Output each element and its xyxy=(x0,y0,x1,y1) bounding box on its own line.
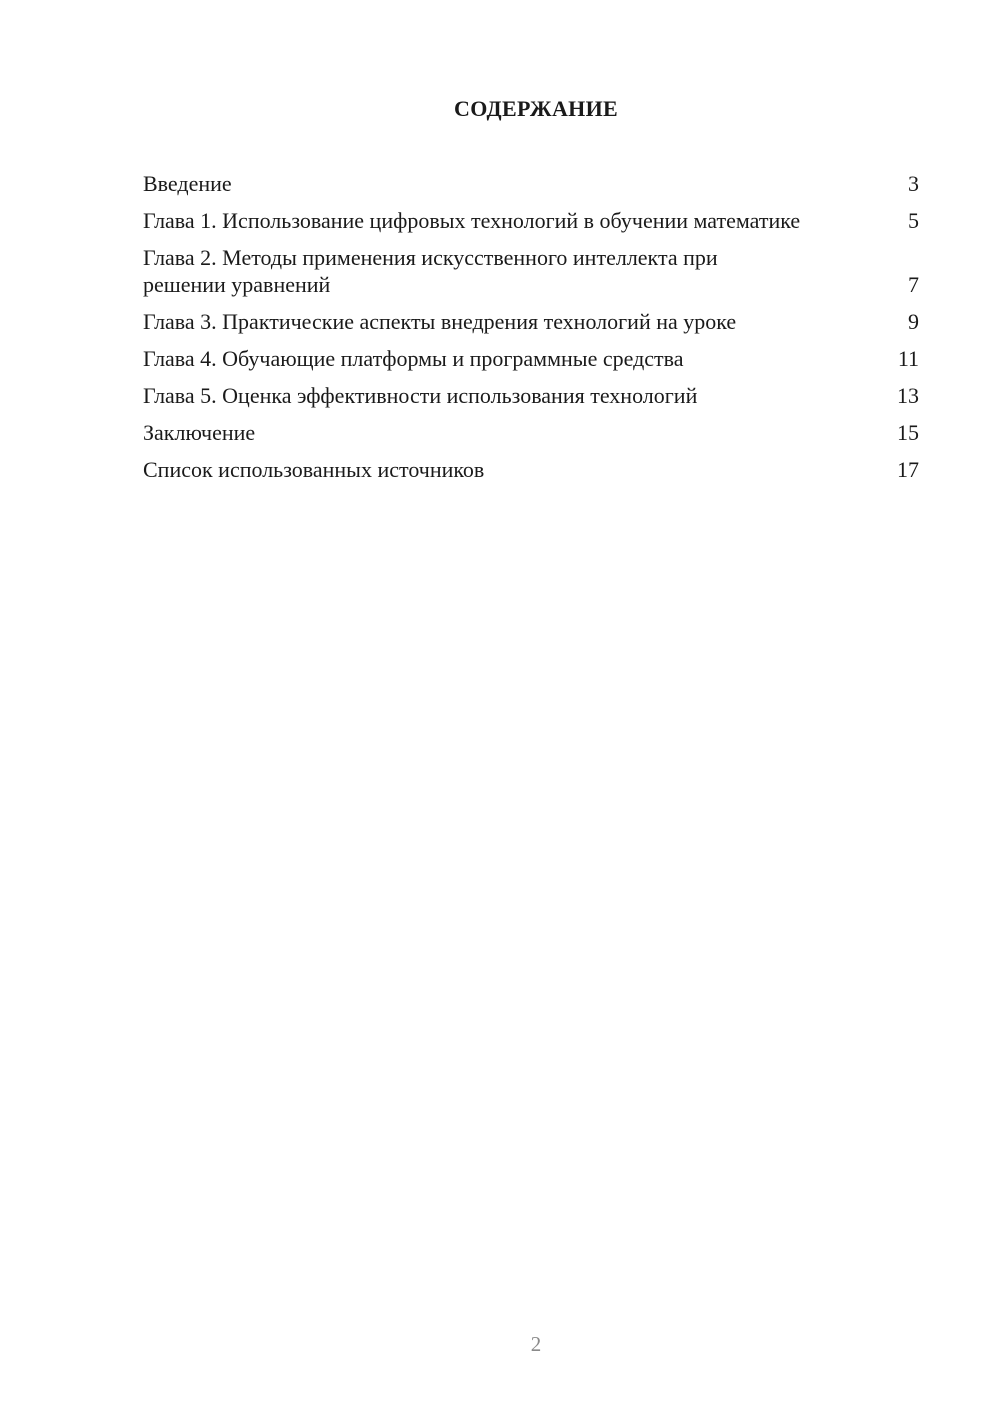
toc-entry-title: Заключение xyxy=(143,420,256,445)
toc-entry-chapter-4[interactable] xyxy=(143,345,919,372)
toc-entry-page: 17 xyxy=(897,457,919,482)
toc-entry-page: 7 xyxy=(908,272,919,297)
toc-entry-page: 9 xyxy=(908,309,919,334)
toc-entry-title: Глава 3. Практические аспекты внедрения технологий на уроке xyxy=(143,309,737,334)
table-of-contents xyxy=(143,170,919,493)
toc-entry-page: 15 xyxy=(897,420,919,445)
toc-entry-chapter-5[interactable] xyxy=(143,382,919,409)
toc-entry-chapter-3[interactable] xyxy=(143,308,919,335)
toc-entry-chapter-1[interactable] xyxy=(143,207,919,234)
toc-entry-references[interactable] xyxy=(143,456,919,483)
toc-entry-title: Глава 1. Использование цифровых технологий в обучении математике xyxy=(143,208,801,233)
toc-entry-title: Глава 2. Методы применения искусственного интеллекта при решении уравнений xyxy=(143,245,718,297)
page-number: 2 xyxy=(530,1332,542,1356)
toc-entry-title: Введение xyxy=(143,171,232,196)
toc-entry-title: Глава 5. Оценка эффективности использования технологий xyxy=(143,383,698,408)
toc-entry-introduction[interactable] xyxy=(143,170,919,197)
toc-entry-conclusion[interactable] xyxy=(143,419,919,446)
toc-entry-page: 13 xyxy=(897,383,919,408)
toc-entry-title: Список использованных источников xyxy=(143,457,485,482)
toc-entry-title: Глава 4. Обучающие платформы и программные средства xyxy=(143,346,684,371)
toc-entry-page: 11 xyxy=(897,346,919,371)
toc-entry-page: 5 xyxy=(908,208,919,233)
toc-entry-page: 3 xyxy=(908,171,919,196)
page-title: СОДЕРЖАНИЕ xyxy=(454,96,618,121)
toc-entry-chapter-2[interactable] xyxy=(143,244,919,298)
